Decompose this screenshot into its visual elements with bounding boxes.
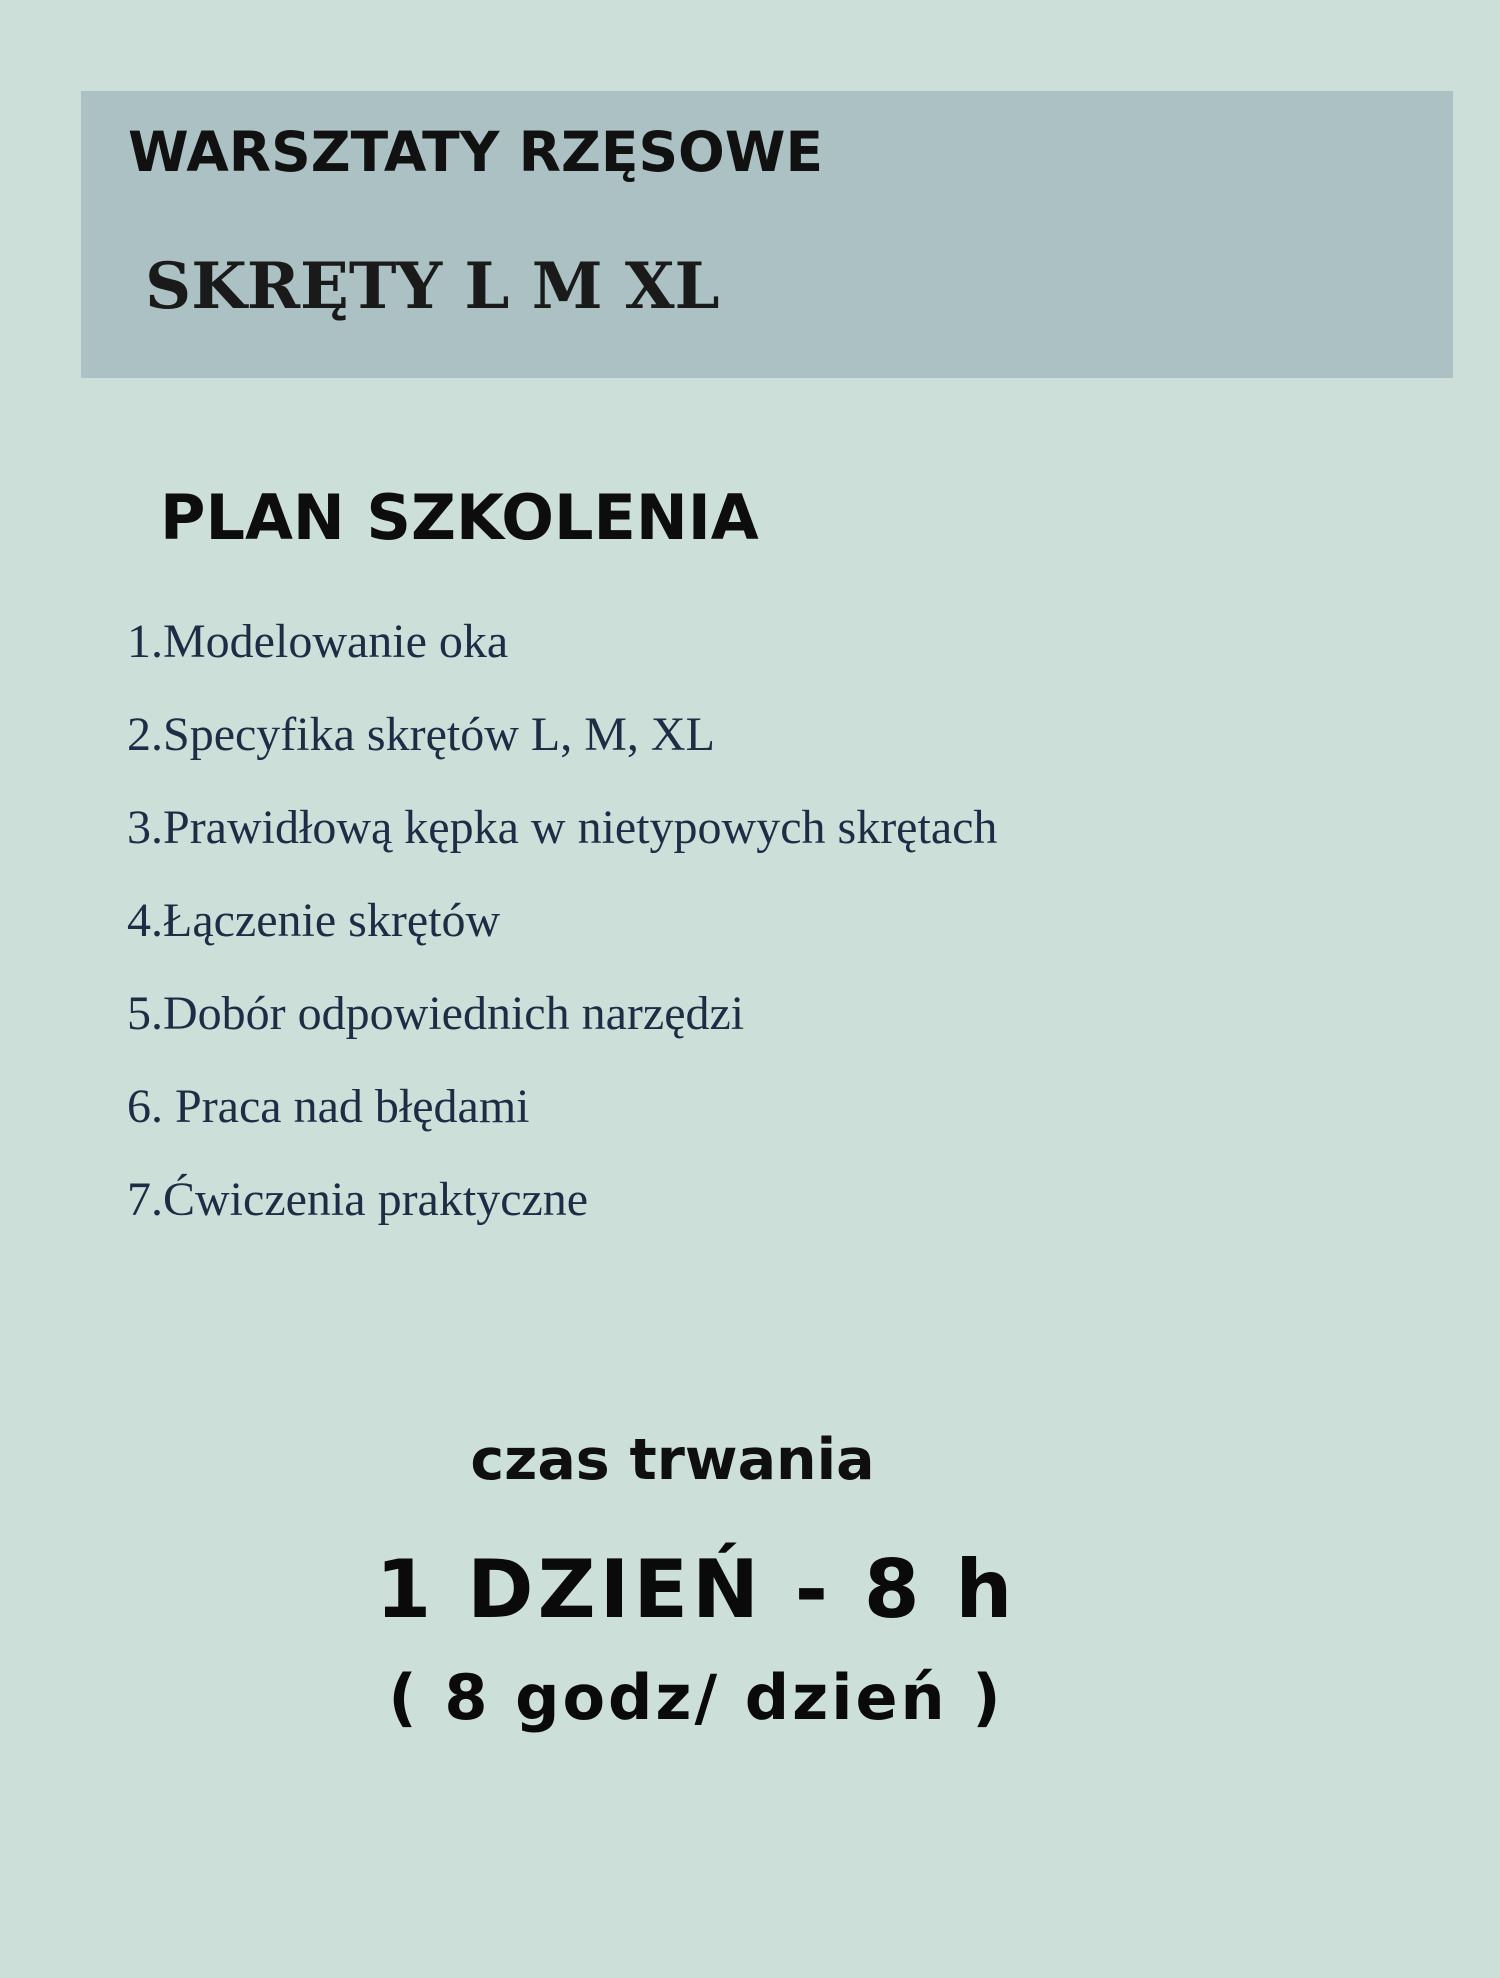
duration-label: czas trwania bbox=[470, 1427, 875, 1493]
duration-note: ( 8 godz/ dzień ) bbox=[388, 1661, 1004, 1734]
page-subtitle: SKRĘTY L M XL bbox=[145, 249, 720, 324]
duration-value: 1 DZIEŃ - 8 h bbox=[375, 1543, 1017, 1636]
plan-item-5: 5.Dobór odpowiednich narzędzi bbox=[127, 987, 745, 1040]
plan-item-4: 4.Łączenie skrętów bbox=[127, 894, 501, 947]
plan-item-6: 6. Praca nad błędami bbox=[127, 1080, 530, 1133]
plan-item-3: 3.Prawidłową kępka w nietypowych skrętach bbox=[127, 801, 998, 854]
plan-item-7: 7.Ćwiczenia praktyczne bbox=[127, 1173, 589, 1226]
plan-item-2: 2.Specyfika skrętów L, M, XL bbox=[127, 708, 715, 761]
plan-item-1: 1.Modelowanie oka bbox=[127, 615, 509, 668]
plan-list bbox=[127, 608, 997, 1259]
plan-heading: PLAN SZKOLENIA bbox=[160, 481, 759, 554]
page-title: WARSZTATY RZĘSOWE bbox=[128, 120, 824, 184]
